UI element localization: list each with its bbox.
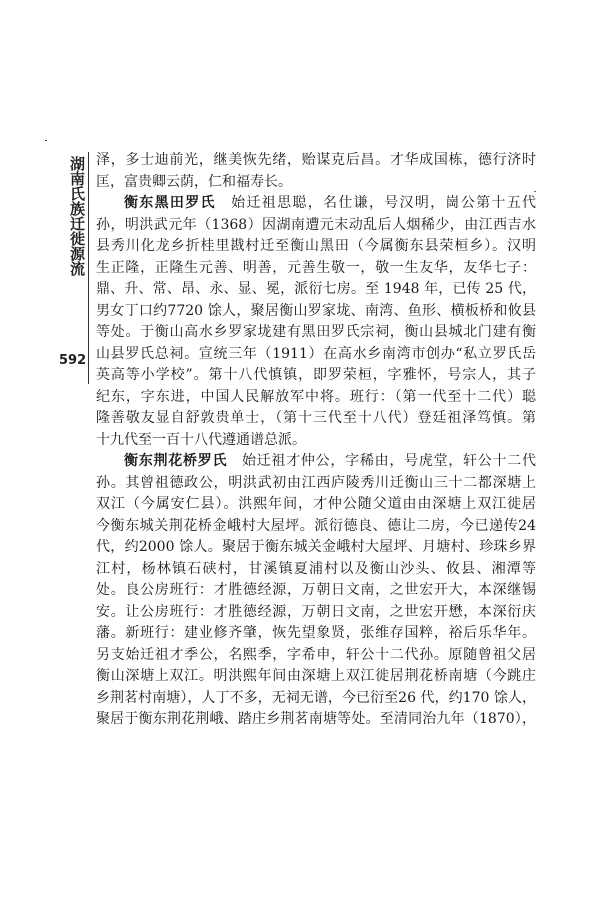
text-line: 孙。其曾祖德政公，明洪武初由江西庐陵秀川迁衡山三十二都深塘上 <box>96 474 536 491</box>
section-heading: 衡东黑田罗氏 <box>124 195 216 211</box>
margin-tick-mark <box>45 140 47 141</box>
text-line: 江村，杨林镇石硖村，甘溪镇夏浦村以及衡山沙头、攸县、湘潭等 <box>96 560 536 577</box>
text-line: 生正隆，正隆生元善、明善，元善生敬一，敬一生友华，友华七子： <box>96 259 536 276</box>
text-line: 安。让公房班行：才胜德经源，万朝日文南，之世宏开懋，本深衍庆 <box>96 603 536 620</box>
text-fragment: 始迁祖才仲公，字稀由，号虎堂，轩公十二代 <box>241 453 537 469</box>
text-line: 山县罗氏总祠。宣统三年（1911）在高水乡南湾市创办“私立罗氏岳 <box>96 345 536 362</box>
text-line: 纪东，字东进，中国人民解放军中将。班行：（第一代至十二代）聪 <box>96 388 536 405</box>
text-line: 衡山深塘上双江。明洪熙年间由深塘上双江徙居荆花桥南塘（今跳庄 <box>96 668 536 684</box>
book-section-title: 湖南氏族迁徙源流 <box>68 156 86 276</box>
text-line: 男女丁口约7720 馀人，聚居衡山罗家垅、南湾、鱼形、横板桥和攸县 <box>96 302 536 319</box>
text-line: 代，约2000 馀人。聚居于衡东城关金峨村大屋坪、月塘村、珍珠乡界 <box>96 539 536 555</box>
paragraph-first-line <box>96 451 536 473</box>
text-line: 十九代至一百十八代遵通谱总派。 <box>96 431 306 448</box>
text-line: 鼎、升、常、昂、永、显、冕，派衍七房。至 1948 年，已传 25 代， <box>96 281 536 297</box>
body-text <box>96 150 536 731</box>
text-line: 隆善敬友显自舒敦贵单士，（第十三代至十八代）登廷祖泽笃慎。第 <box>96 410 536 426</box>
text-line: 孙，明洪武元年（1368）因湖南遭元末动乱后人烟稀少，由江西吉水 <box>96 216 536 233</box>
text-line: 乡荆茗村南塘），人丁不多，无祠无谱，今已衍至26 代，约170 馀人， <box>96 689 536 706</box>
text-line: 双江（今属安仁县）。洪熙年间，才仲公随父道由由深塘上双江徙居 <box>96 496 536 512</box>
page-number: 592 <box>59 353 87 368</box>
paragraph-first-line <box>96 193 536 215</box>
section-heading: 衡东荆花桥罗氏 <box>124 453 228 469</box>
text-line: 县秀川化龙乡折桂里戡村迁至衡山黑田（今属衡东县荣桓乡）。汉明 <box>96 238 536 254</box>
text-line: 今衡东城关荆花桥金峨村大屋坪。派衍德良、德让二房，今已递传24 <box>96 517 536 534</box>
text-line: 另支始迁祖才季公，名熙季，字希申，轩公十二代孙。原随曾祖父居 <box>96 646 536 663</box>
text-line: 等处。于衡山高水乡罗家垅建有黑田罗氏宗祠，衡山县城北门建有衡 <box>96 324 536 340</box>
text-line: 泽，多士迪前光，继美恢先绪，贻谋克后昌。才华成国栋，德行济时 <box>96 152 536 168</box>
text-line: 聚居于衡东荆花荆峨、踏庄乡荆茗南塘等处。至清同治九年（1870）， <box>96 711 536 727</box>
text-line: 匡，富贵卿云荫，仁和福寿长。 <box>96 173 292 190</box>
text-line: 处。良公房班行：才胜德经源，万朝日文南，之世宏开大，本深继锡 <box>96 582 536 598</box>
margin-rule <box>88 152 89 384</box>
text-fragment: 始迁祖思聪，名仕谦，号汉明，崗公第十五代 <box>231 195 537 211</box>
text-line: 藩。新班行：建业修齐肇，恢先望象贤，张维存国粹，裕后乐华年。 <box>96 625 536 641</box>
text-line: 英高等小学校”。第十八代慎镇，即罗荣桓，字雅怀，号宗人，其子 <box>96 367 536 383</box>
